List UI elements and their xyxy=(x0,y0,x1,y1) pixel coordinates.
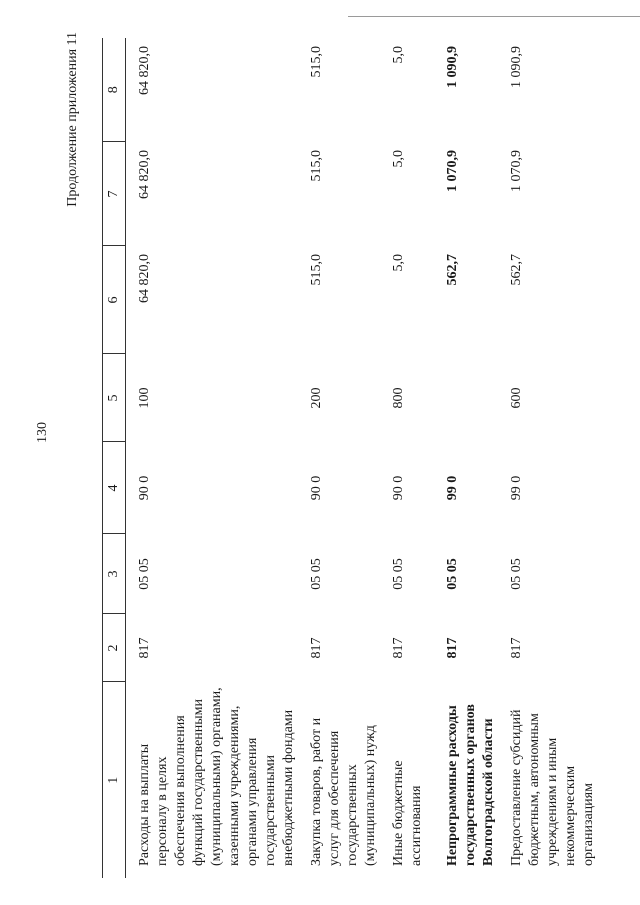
page-number: 130 xyxy=(35,422,50,443)
col-header-8: 8 xyxy=(103,38,126,142)
cell-c2: 817 xyxy=(445,637,460,659)
cell-c7: 64 820,0 xyxy=(137,150,152,199)
table-row xyxy=(126,38,299,878)
header-row xyxy=(103,38,126,878)
cell-c3: 05 05 xyxy=(445,558,460,590)
cell-c7: 1 070,9 xyxy=(509,150,524,192)
cell-c3: 05 05 xyxy=(309,558,324,590)
cell-c5: 200 xyxy=(309,387,324,409)
cell-c7: 515,0 xyxy=(309,150,324,182)
top-rule xyxy=(348,16,640,17)
row-name: Закупка товаров, работ и услуг для обеспечения государственных (муниципальных) нужд xyxy=(309,717,378,866)
cell-c3: 05 05 xyxy=(509,558,524,590)
col-header-7: 7 xyxy=(103,142,126,246)
cell-c7: 1 070,9 xyxy=(445,150,460,192)
table-row xyxy=(298,38,380,878)
col-header-1: 1 xyxy=(103,682,126,878)
cell-c7: 5,0 xyxy=(391,150,406,168)
cell-c6: 562,7 xyxy=(509,254,524,286)
table-row xyxy=(498,38,598,878)
cell-c6: 5,0 xyxy=(391,254,406,272)
cell-c5: 600 xyxy=(509,387,524,409)
cell-c2: 817 xyxy=(309,637,324,659)
cell-c2: 817 xyxy=(137,637,152,659)
cell-c4: 99 0 xyxy=(445,475,460,501)
col-header-2: 2 xyxy=(103,614,126,682)
col-header-5: 5 xyxy=(103,354,126,442)
cell-c3: 05 05 xyxy=(137,558,152,590)
cell-c8: 1 090,9 xyxy=(445,46,460,88)
cell-c8: 1 090,9 xyxy=(509,46,524,88)
cell-c5: 100 xyxy=(137,387,152,409)
cell-c5: 800 xyxy=(391,387,406,409)
row-name: Предоставление субсидий бюджетным, автономным учреждениям и иным некоммерческим организациям xyxy=(509,709,596,866)
cell-c5 xyxy=(434,354,498,442)
cell-c4: 99 0 xyxy=(509,475,524,501)
cell-c4: 90 0 xyxy=(391,475,406,501)
cell-c4: 90 0 xyxy=(309,475,324,501)
col-header-4: 4 xyxy=(103,442,126,534)
cell-c2: 817 xyxy=(509,637,524,659)
cell-c6: 515,0 xyxy=(309,254,324,286)
row-name: Непрограммные расходы государственных органов Волгоградской области xyxy=(445,704,496,866)
row-name: Расходы на выплаты персоналу в целях обеспечения выполнения функций государственными (муниципальными) органами, казенными учреждениями, органами управления государственными внебюджетными фондами xyxy=(137,687,296,866)
cell-c4: 90 0 xyxy=(137,475,152,501)
cell-c6: 562,7 xyxy=(445,254,460,286)
table-row xyxy=(434,38,498,878)
cell-c8: 64 820,0 xyxy=(137,46,152,95)
appendix-caption: Продолжение приложения 11 xyxy=(65,32,80,207)
cell-c8: 515,0 xyxy=(309,46,324,78)
cell-c6: 64 820,0 xyxy=(137,254,152,303)
col-header-3: 3 xyxy=(103,534,126,614)
row-name: Иные бюджетные ассигнования xyxy=(391,760,424,866)
rotated-page-content xyxy=(60,26,596,878)
col-header-6: 6 xyxy=(103,246,126,354)
cell-c8: 5,0 xyxy=(391,46,406,64)
cell-c2: 817 xyxy=(391,637,406,659)
cell-c3: 05 05 xyxy=(391,558,406,590)
budget-table xyxy=(102,38,598,878)
table-row xyxy=(380,38,434,878)
